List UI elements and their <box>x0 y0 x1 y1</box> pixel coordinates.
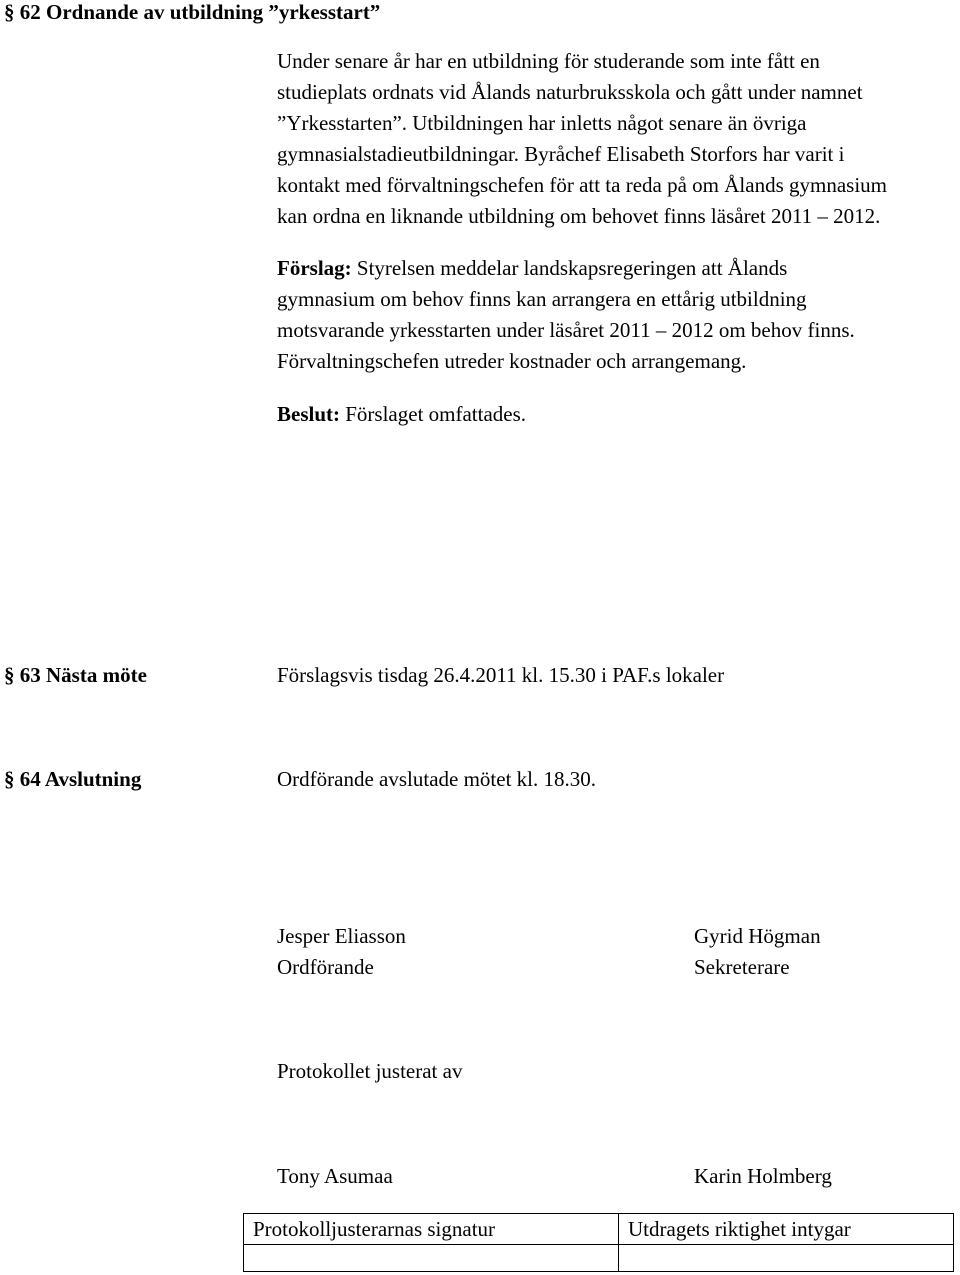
proposal-line: Förvaltningschefen utreder kostnader och arrangemang. <box>277 349 747 373</box>
table-header-left: Protokolljusterarnas signatur <box>244 1214 619 1245</box>
table-row <box>244 1245 954 1272</box>
paragraph-line: Under senare år har en utbildning för studerande som inte fått en <box>277 49 820 73</box>
proposal-line: motsvarande yrkesstarten under läsåret 2011 – 2012 om behov finns. <box>277 318 855 342</box>
signer-right-name: Gyrid Högman <box>694 924 821 948</box>
paragraph-line: kan ordna en liknande utbildning om behovet finns läsåret 2011 – 2012. <box>277 204 881 228</box>
signer-left-role: Ordförande <box>277 955 374 979</box>
decision-line <box>277 402 526 427</box>
verification-label: Protokollet justerat av <box>277 1059 463 1083</box>
section-62-heading: § 62 Ordnande av utbildning ”yrkesstart” <box>4 0 381 24</box>
decision-text: Förslaget omfattades. <box>345 402 527 426</box>
section-64-text: Ordförande avslutade mötet kl. 18.30. <box>277 767 596 791</box>
proposal-first-line <box>277 256 787 281</box>
paragraph-line: kontakt med förvaltningschefen för att ta reda på om Ålands gymnasium <box>277 173 887 197</box>
table-header-right: Utdragets riktighet intygar <box>619 1214 954 1245</box>
signature-cell-left <box>244 1245 619 1272</box>
signature-table <box>243 1213 954 1272</box>
signer-right-role: Sekreterare <box>694 955 790 979</box>
proposal-label: Förslag: <box>277 256 352 280</box>
section-64-heading: § 64 Avslutning <box>4 767 142 791</box>
decision-label: Beslut: <box>277 402 340 426</box>
paragraph-line: studieplats ordnats vid Ålands naturbruksskola och gått under namnet <box>277 80 863 104</box>
paragraph-line: gymnasialstadieutbildningar. Byråchef Elisabeth Storfors har varit i <box>277 142 845 166</box>
verifier-left-name: Tony Asumaa <box>277 1164 393 1188</box>
proposal-first-text: Styrelsen meddelar landskapsregeringen att Ålands <box>356 256 788 280</box>
section-63-text: Förslagsvis tisdag 26.4.2011 kl. 15.30 i PAF.s lokaler <box>277 663 725 687</box>
signature-cell-right <box>619 1245 954 1272</box>
table-row <box>244 1214 954 1245</box>
signer-left-name: Jesper Eliasson <box>277 924 406 948</box>
paragraph-line: ”Yrkesstarten”. Utbildningen har inletts något senare än övriga <box>277 111 807 135</box>
verifier-right-name: Karin Holmberg <box>694 1164 832 1188</box>
section-63-heading: § 63 Nästa möte <box>4 663 147 687</box>
proposal-line: gymnasium om behov finns kan arrangera en ettårig utbildning <box>277 287 807 311</box>
